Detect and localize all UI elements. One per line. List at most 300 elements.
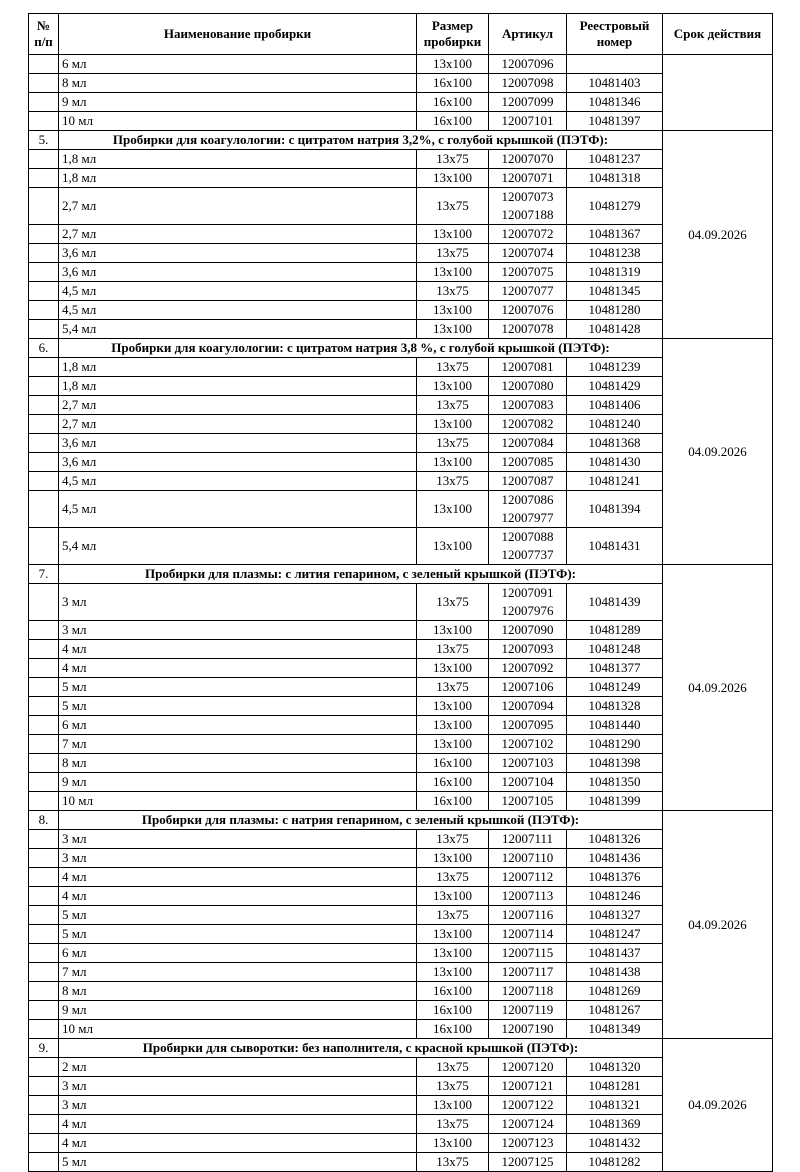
table-row — [29, 377, 773, 396]
tube-article — [489, 225, 567, 244]
row-number-cell — [29, 944, 59, 963]
article-number: 12007084 — [501, 435, 554, 450]
tube-article — [489, 320, 567, 339]
registry-number: 10481248 — [567, 640, 663, 659]
tube-article — [489, 716, 567, 735]
article-number: 12007737 — [501, 547, 554, 562]
tube-article — [489, 963, 567, 982]
registry-number: 10481436 — [567, 849, 663, 868]
tube-article — [489, 621, 567, 640]
row-number-cell — [29, 868, 59, 887]
registry-number: 10481376 — [567, 868, 663, 887]
row-number-cell — [29, 887, 59, 906]
row-number-cell — [29, 982, 59, 1001]
registry-number: 10481239 — [567, 358, 663, 377]
table-row — [29, 472, 773, 491]
table-row — [29, 773, 773, 792]
tube-size: 13x75 — [417, 640, 489, 659]
table-row — [29, 282, 773, 301]
tube-name: 7 мл — [59, 735, 417, 754]
tube-name: 5 мл — [59, 925, 417, 944]
table-row — [29, 906, 773, 925]
table-row — [29, 491, 773, 528]
tube-size: 13x75 — [417, 1115, 489, 1134]
article-number: 12007085 — [501, 454, 554, 469]
registry-number: 10481437 — [567, 944, 663, 963]
tube-name: 1,8 мл — [59, 377, 417, 396]
row-number-cell — [29, 735, 59, 754]
row-number-cell — [29, 188, 59, 225]
tube-article — [489, 1020, 567, 1039]
tube-size: 13x75 — [417, 472, 489, 491]
row-number-cell — [29, 906, 59, 925]
header-row — [29, 14, 773, 55]
table-header — [29, 14, 773, 55]
tube-size: 13x100 — [417, 169, 489, 188]
tube-size: 13x100 — [417, 944, 489, 963]
col-header-article: Артикул — [489, 14, 567, 55]
article-number: 12007082 — [501, 416, 554, 431]
article-number: 12007081 — [501, 359, 554, 374]
tube-size: 13x75 — [417, 282, 489, 301]
registry-number: 10481321 — [567, 1096, 663, 1115]
tube-size: 13x100 — [417, 963, 489, 982]
tube-name: 2,7 мл — [59, 415, 417, 434]
tube-size: 13x75 — [417, 830, 489, 849]
registry-number: 10481440 — [567, 716, 663, 735]
table-row — [29, 887, 773, 906]
article-number: 12007122 — [501, 1097, 554, 1112]
tube-size: 16x100 — [417, 754, 489, 773]
article-number: 12007099 — [501, 94, 554, 109]
row-number-cell — [29, 244, 59, 263]
tube-article — [489, 697, 567, 716]
tube-name: 3,6 мл — [59, 434, 417, 453]
registry-number: 10481403 — [567, 74, 663, 93]
tube-size: 13x100 — [417, 716, 489, 735]
tube-name: 5 мл — [59, 697, 417, 716]
tube-size: 13x100 — [417, 887, 489, 906]
tube-name: 3 мл — [59, 1077, 417, 1096]
article-number: 12007083 — [501, 397, 554, 412]
row-number-cell — [29, 225, 59, 244]
article-number: 12007087 — [501, 473, 554, 488]
article-number: 12007094 — [501, 698, 554, 713]
row-number-cell — [29, 1134, 59, 1153]
row-number-cell — [29, 528, 59, 565]
article-number: 12007123 — [501, 1135, 554, 1150]
row-number-cell — [29, 301, 59, 320]
row-number-cell — [29, 55, 59, 74]
tube-name: 10 мл — [59, 792, 417, 811]
tube-name: 4 мл — [59, 887, 417, 906]
tube-size: 13x75 — [417, 868, 489, 887]
table-row — [29, 697, 773, 716]
tube-name: 3 мл — [59, 1096, 417, 1115]
registry-number: 10481399 — [567, 792, 663, 811]
table-row — [29, 830, 773, 849]
tube-name: 8 мл — [59, 74, 417, 93]
table-row — [29, 849, 773, 868]
tube-article — [489, 944, 567, 963]
row-number-cell — [29, 659, 59, 678]
article-number: 12007096 — [501, 56, 554, 71]
article-number: 12007102 — [501, 736, 554, 751]
tube-name: 9 мл — [59, 773, 417, 792]
row-number-cell — [29, 621, 59, 640]
tube-size: 13x100 — [417, 491, 489, 528]
tube-name: 6 мл — [59, 716, 417, 735]
tubes-table-body — [29, 55, 773, 1172]
table-row — [29, 963, 773, 982]
validity-cell: 04.09.2026 — [663, 339, 773, 565]
article-number: 12007074 — [501, 245, 554, 260]
row-number-cell — [29, 472, 59, 491]
table-row — [29, 244, 773, 263]
row-number-cell — [29, 491, 59, 528]
section-title: Пробирки для плазмы: с натрия гепарином, с зеленый крышкой (ПЭТФ): — [59, 811, 663, 830]
article-number: 12007104 — [501, 774, 554, 789]
row-number-cell — [29, 1058, 59, 1077]
tube-name: 2,7 мл — [59, 188, 417, 225]
tube-size: 13x100 — [417, 1096, 489, 1115]
row-number-cell — [29, 434, 59, 453]
row-number-cell — [29, 754, 59, 773]
article-number: 12007093 — [501, 641, 554, 656]
article-number: 12007976 — [501, 603, 554, 618]
table-row — [29, 112, 773, 131]
tube-size: 16x100 — [417, 792, 489, 811]
tube-name: 3 мл — [59, 621, 417, 640]
table-row — [29, 1020, 773, 1039]
registry-number: 10481345 — [567, 282, 663, 301]
table-row — [29, 150, 773, 169]
tube-name: 4 мл — [59, 1115, 417, 1134]
tube-size: 16x100 — [417, 1001, 489, 1020]
row-number-cell — [29, 396, 59, 415]
col-header-validity: Срок действия — [663, 14, 773, 55]
validity-cell: 04.09.2026 — [663, 811, 773, 1039]
article-number: 12007103 — [501, 755, 554, 770]
row-number-cell — [29, 169, 59, 188]
section-title: Пробирки для плазмы: с лития гепарином, с зеленый крышкой (ПЭТФ): — [59, 565, 663, 584]
table-row — [29, 1096, 773, 1115]
row-number-cell — [29, 1077, 59, 1096]
row-number-cell — [29, 773, 59, 792]
table-row — [29, 358, 773, 377]
tube-size: 13x100 — [417, 263, 489, 282]
article-number: 12007977 — [501, 510, 554, 525]
tube-article — [489, 188, 567, 225]
tube-name: 4 мл — [59, 868, 417, 887]
tube-article — [489, 491, 567, 528]
tube-article — [489, 263, 567, 282]
registry-number: 10481368 — [567, 434, 663, 453]
row-number-cell — [29, 150, 59, 169]
row-number-cell — [29, 282, 59, 301]
table-row — [29, 1115, 773, 1134]
col-header-name: Наименование пробирки — [59, 14, 417, 55]
tube-article — [489, 1134, 567, 1153]
tube-name: 1,8 мл — [59, 150, 417, 169]
section-number: 6. — [29, 339, 59, 358]
tube-name: 4 мл — [59, 659, 417, 678]
tube-name: 4 мл — [59, 640, 417, 659]
tube-name: 1,8 мл — [59, 358, 417, 377]
registry-number: 10481397 — [567, 112, 663, 131]
table-row — [29, 1134, 773, 1153]
tube-article — [489, 906, 567, 925]
table-row — [29, 621, 773, 640]
article-number: 12007095 — [501, 717, 554, 732]
table-row — [29, 93, 773, 112]
tube-size: 13x100 — [417, 453, 489, 472]
table-row — [29, 301, 773, 320]
tubes-table — [28, 13, 773, 1172]
row-number-cell — [29, 112, 59, 131]
table-row — [29, 584, 773, 621]
row-number-cell — [29, 263, 59, 282]
table-row — [29, 982, 773, 1001]
table-row — [29, 320, 773, 339]
tube-article — [489, 754, 567, 773]
section-header-row — [29, 811, 773, 830]
table-row — [29, 55, 773, 74]
table-row — [29, 925, 773, 944]
section-title: Пробирки для сыворотки: без наполнителя, с красной крышкой (ПЭТФ): — [59, 1039, 663, 1058]
article-number: 12007113 — [501, 888, 554, 903]
tube-article — [489, 112, 567, 131]
table-row — [29, 1001, 773, 1020]
tube-size: 13x75 — [417, 906, 489, 925]
article-number: 12007086 — [501, 492, 554, 507]
tube-size: 13x75 — [417, 150, 489, 169]
registry-number: 10481247 — [567, 925, 663, 944]
article-number: 12007080 — [501, 378, 554, 393]
tube-article — [489, 1077, 567, 1096]
tube-name: 10 мл — [59, 112, 417, 131]
registry-number: 10481280 — [567, 301, 663, 320]
tube-article — [489, 678, 567, 697]
table-row — [29, 678, 773, 697]
tube-article — [489, 282, 567, 301]
row-number-cell — [29, 849, 59, 868]
registry-number: 10481320 — [567, 1058, 663, 1077]
table-row — [29, 640, 773, 659]
section-number: 8. — [29, 811, 59, 830]
tube-article — [489, 301, 567, 320]
tube-name: 4,5 мл — [59, 301, 417, 320]
article-number: 12007076 — [501, 302, 554, 317]
registry-number: 10481326 — [567, 830, 663, 849]
article-number: 12007118 — [501, 983, 554, 998]
tube-name: 6 мл — [59, 944, 417, 963]
section-number: 5. — [29, 131, 59, 150]
row-number-cell — [29, 830, 59, 849]
registry-number: 10481398 — [567, 754, 663, 773]
tube-size: 13x75 — [417, 584, 489, 621]
table-row — [29, 263, 773, 282]
table-row — [29, 453, 773, 472]
section-header-row — [29, 565, 773, 584]
row-number-cell — [29, 697, 59, 716]
tube-article — [489, 584, 567, 621]
tube-size: 13x100 — [417, 225, 489, 244]
article-number: 12007091 — [501, 585, 554, 600]
row-number-cell — [29, 1096, 59, 1115]
row-number-cell — [29, 93, 59, 112]
table-row — [29, 225, 773, 244]
tube-name: 3 мл — [59, 584, 417, 621]
table-row — [29, 792, 773, 811]
tube-size: 13x75 — [417, 434, 489, 453]
article-number: 12007121 — [501, 1078, 554, 1093]
section-number: 9. — [29, 1039, 59, 1058]
tube-article — [489, 640, 567, 659]
tube-size: 13x100 — [417, 377, 489, 396]
tube-name: 2 мл — [59, 1058, 417, 1077]
tube-name: 3,6 мл — [59, 263, 417, 282]
row-number-cell — [29, 584, 59, 621]
row-number-cell — [29, 415, 59, 434]
tube-name: 5 мл — [59, 906, 417, 925]
tube-name: 7 мл — [59, 963, 417, 982]
article-number: 12007114 — [501, 926, 554, 941]
table-row — [29, 1077, 773, 1096]
tube-name: 3 мл — [59, 849, 417, 868]
table-row — [29, 415, 773, 434]
article-number: 12007117 — [501, 964, 554, 979]
tube-size: 13x100 — [417, 621, 489, 640]
col-header-size: Размер пробирки — [417, 14, 489, 55]
article-number: 12007088 — [501, 529, 554, 544]
tube-article — [489, 1001, 567, 1020]
tube-article — [489, 1058, 567, 1077]
tube-size: 13x75 — [417, 188, 489, 225]
row-number-cell — [29, 640, 59, 659]
tube-name: 5,4 мл — [59, 320, 417, 339]
article-number: 12007110 — [501, 850, 554, 865]
article-number: 12007070 — [501, 151, 554, 166]
tube-article — [489, 659, 567, 678]
registry-number: 10481431 — [567, 528, 663, 565]
row-number-cell — [29, 963, 59, 982]
table-row — [29, 868, 773, 887]
tube-article — [489, 453, 567, 472]
tube-article — [489, 415, 567, 434]
tube-article — [489, 169, 567, 188]
table-row — [29, 944, 773, 963]
tube-name: 4,5 мл — [59, 282, 417, 301]
registry-number: 10481238 — [567, 244, 663, 263]
registry-number: 10481328 — [567, 697, 663, 716]
table-row — [29, 169, 773, 188]
row-number-cell — [29, 925, 59, 944]
registry-number: 10481406 — [567, 396, 663, 415]
article-number: 12007188 — [501, 207, 554, 222]
row-number-cell — [29, 792, 59, 811]
validity-cell: 04.09.2026 — [663, 565, 773, 811]
tube-name: 8 мл — [59, 754, 417, 773]
row-number-cell — [29, 74, 59, 93]
registry-number: 10481394 — [567, 491, 663, 528]
row-number-cell — [29, 377, 59, 396]
tube-article — [489, 358, 567, 377]
tube-name: 5,4 мл — [59, 528, 417, 565]
tube-article — [489, 244, 567, 263]
tube-article — [489, 735, 567, 754]
tube-name: 4 мл — [59, 1134, 417, 1153]
tube-name: 9 мл — [59, 1001, 417, 1020]
row-number-cell — [29, 1153, 59, 1172]
row-number-cell — [29, 1020, 59, 1039]
tube-size: 13x75 — [417, 678, 489, 697]
registry-number: 10481318 — [567, 169, 663, 188]
tube-size: 13x100 — [417, 55, 489, 74]
tube-name: 3,6 мл — [59, 244, 417, 263]
registry-number: 10481439 — [567, 584, 663, 621]
tube-name: 1,8 мл — [59, 169, 417, 188]
tube-article — [489, 1115, 567, 1134]
article-number: 12007190 — [501, 1021, 554, 1036]
registry-number: 10481289 — [567, 621, 663, 640]
registry-number: 10481290 — [567, 735, 663, 754]
registry-number: 10481241 — [567, 472, 663, 491]
section-title: Пробирки для коагулологии: с цитратом натрия 3,2%, с голубой крышкой (ПЭТФ): — [59, 131, 663, 150]
tube-article — [489, 93, 567, 112]
tube-article — [489, 55, 567, 74]
tube-size: 13x75 — [417, 396, 489, 415]
tube-size: 13x100 — [417, 659, 489, 678]
tube-name: 9 мл — [59, 93, 417, 112]
tube-size: 13x75 — [417, 1058, 489, 1077]
tube-size: 13x100 — [417, 320, 489, 339]
article-number: 12007071 — [501, 170, 554, 185]
registry-number: 10481377 — [567, 659, 663, 678]
tube-article — [489, 434, 567, 453]
tube-name: 2,7 мл — [59, 225, 417, 244]
registry-number: 10481430 — [567, 453, 663, 472]
tube-name: 6 мл — [59, 55, 417, 74]
tube-article — [489, 396, 567, 415]
table-row — [29, 1058, 773, 1077]
tube-name: 2,7 мл — [59, 396, 417, 415]
registry-number: 10481282 — [567, 1153, 663, 1172]
tube-size: 16x100 — [417, 93, 489, 112]
table-row — [29, 528, 773, 565]
article-number: 12007119 — [501, 1002, 554, 1017]
article-number: 12007077 — [501, 283, 554, 298]
row-number-cell — [29, 320, 59, 339]
tube-name: 5 мл — [59, 678, 417, 697]
tube-article — [489, 1096, 567, 1115]
registry-number: 10481438 — [567, 963, 663, 982]
article-number: 12007112 — [501, 869, 554, 884]
registry-number: 10481349 — [567, 1020, 663, 1039]
validity-cell: 04.09.2026 — [663, 131, 773, 339]
registry-number: 10481279 — [567, 188, 663, 225]
article-number: 12007111 — [501, 831, 554, 846]
row-number-cell — [29, 1001, 59, 1020]
tube-size: 13x100 — [417, 849, 489, 868]
document-page — [0, 13, 800, 1169]
section-number: 7. — [29, 565, 59, 584]
tube-name: 3 мл — [59, 830, 417, 849]
tube-article — [489, 849, 567, 868]
col-header-registry: Реестровый номер — [567, 14, 663, 55]
registry-number: 10481240 — [567, 415, 663, 434]
table-row — [29, 716, 773, 735]
